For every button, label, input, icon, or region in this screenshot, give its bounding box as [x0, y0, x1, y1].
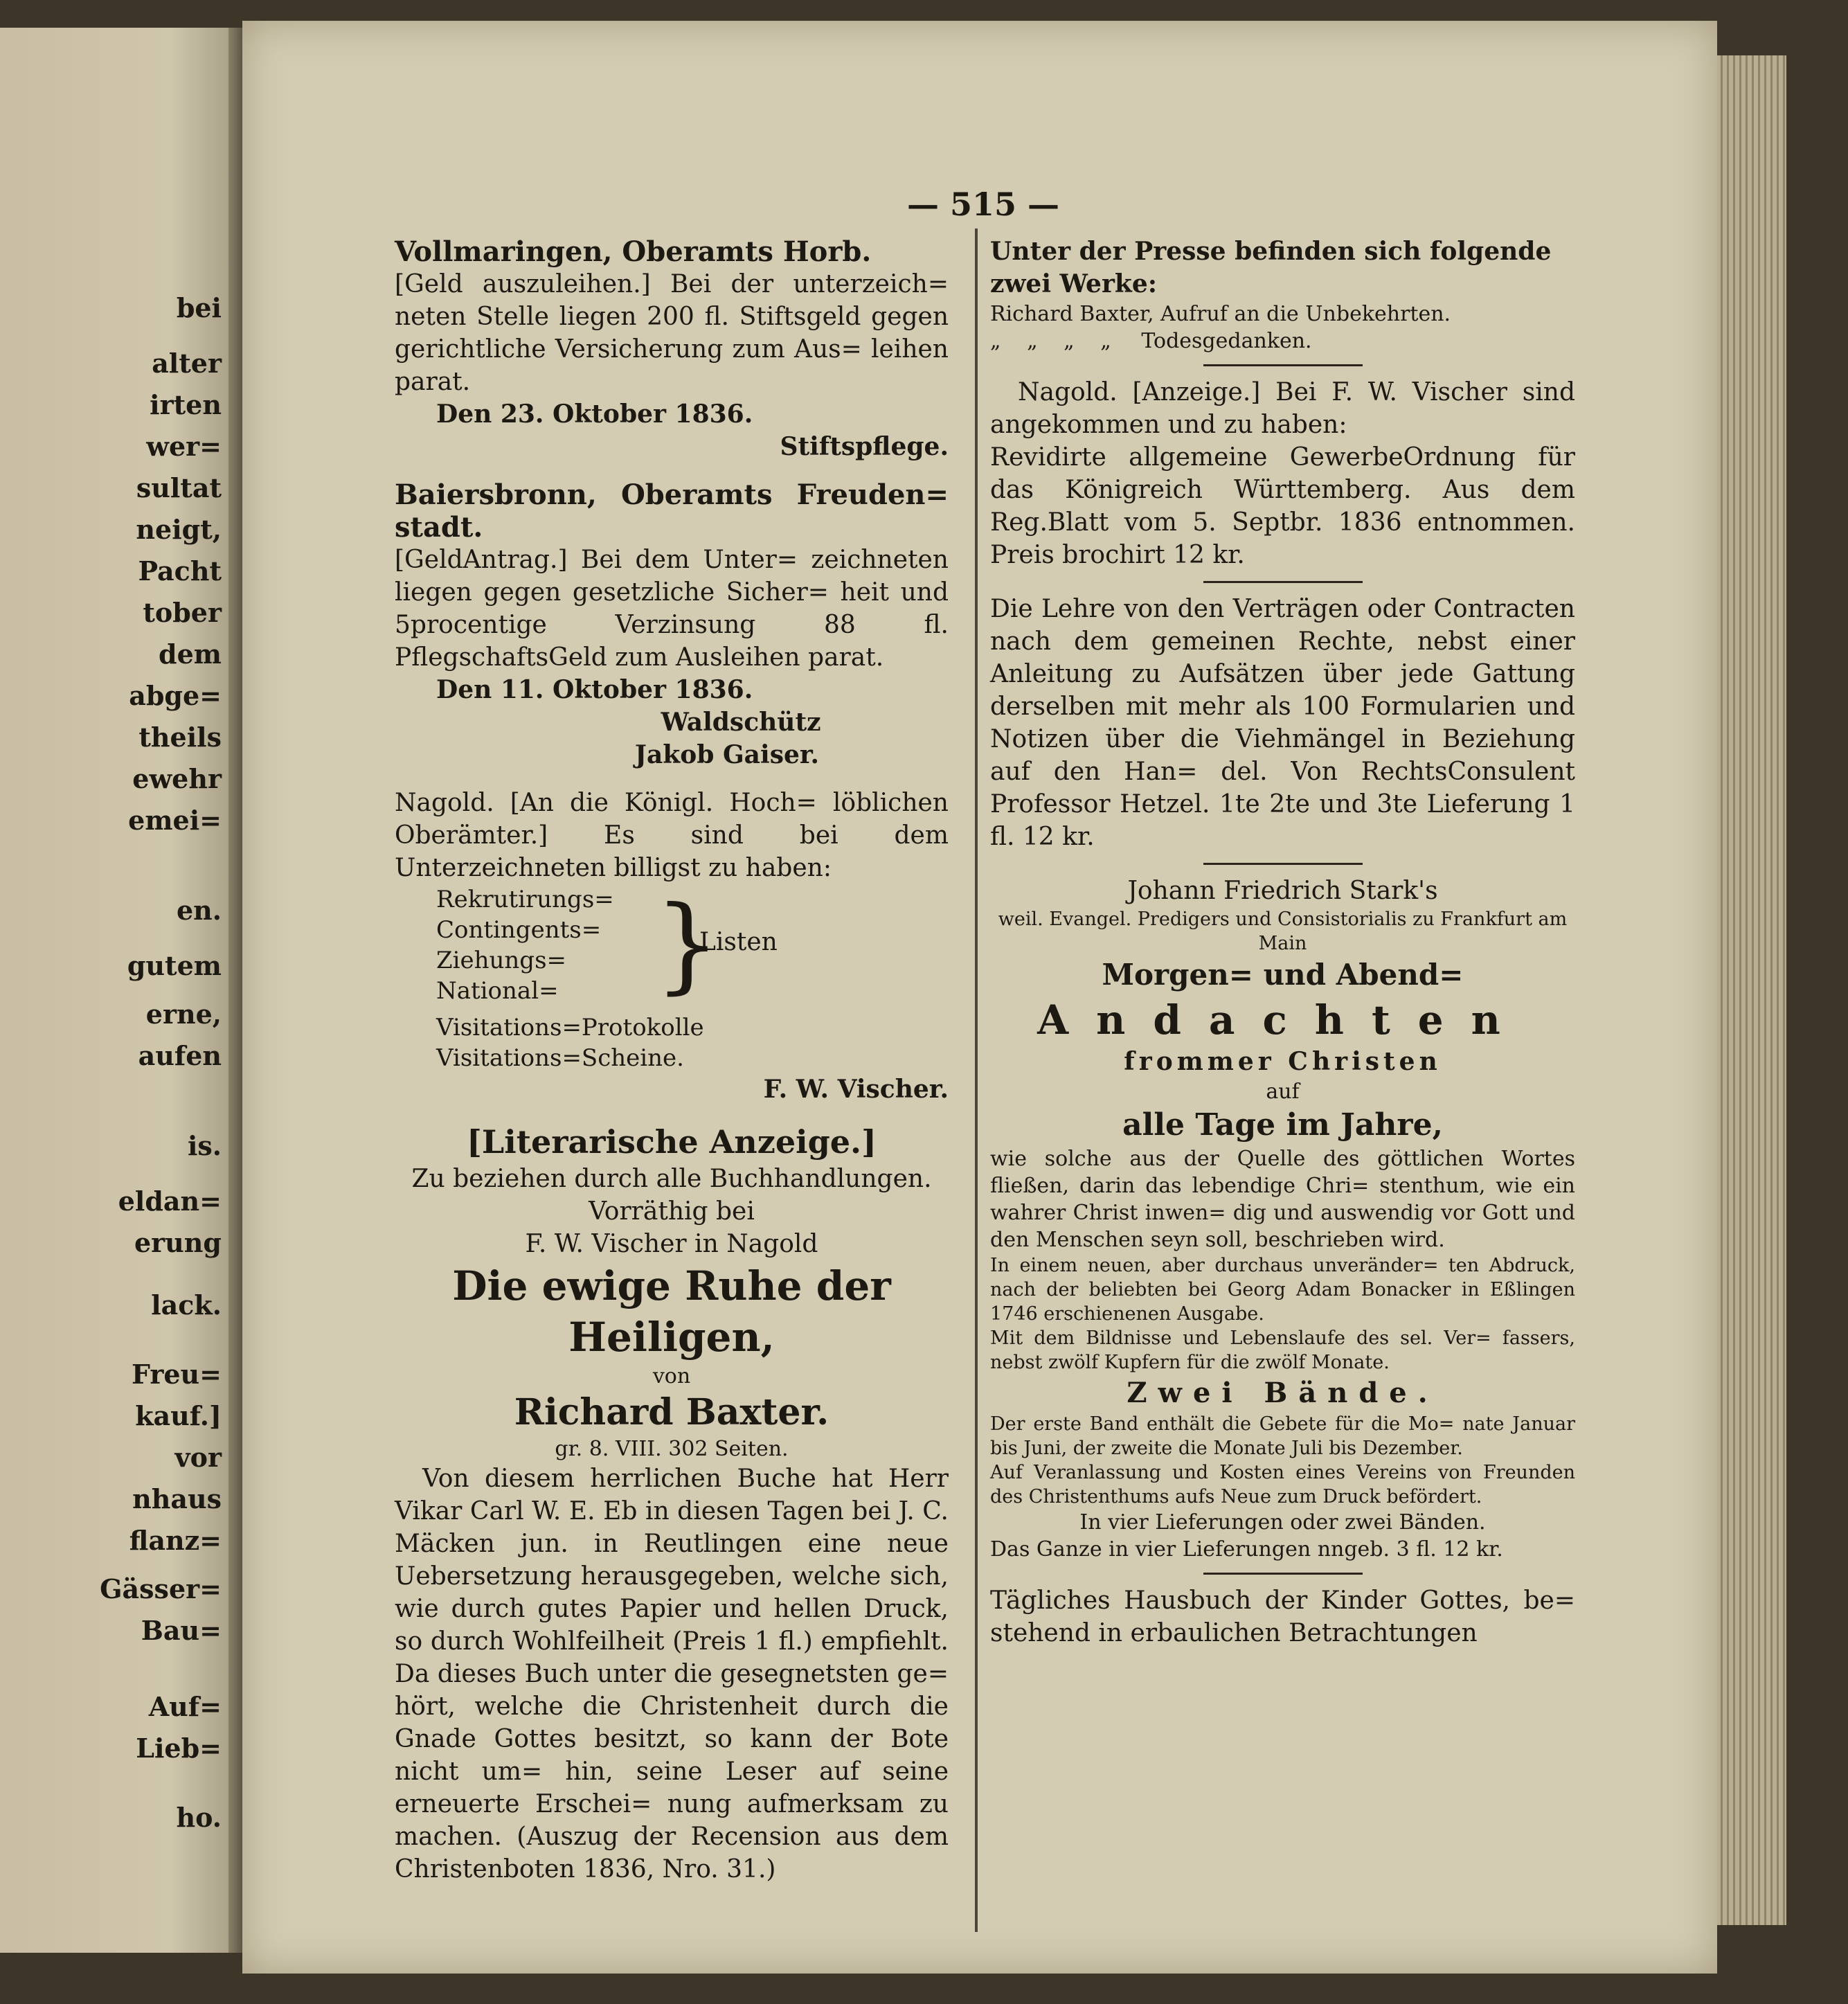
ditto-marks: „ „ „ „ [990, 329, 1121, 353]
prev-page-fragment: aufen [138, 1040, 222, 1071]
divider-rule [1203, 1573, 1363, 1575]
list-item: Rekrutirungs= [436, 886, 614, 913]
notice-literarische-anzeige [395, 1121, 949, 1886]
book-edition: In einem neuen, aber durchaus unveränder= ten Abdruck, nach der beliebten bei Georg Adam Bonacker in Eßlingen 1746 erschienenen Ausgabe. [990, 1255, 1575, 1325]
page-number: — 515 — [906, 186, 1060, 223]
prev-page-fragment: erung [134, 1227, 222, 1258]
book-title: Morgen= und Abend= [1102, 958, 1464, 992]
notice-lehre-vertraegen [990, 593, 1575, 853]
prev-page-fragment: kauf.] [135, 1400, 222, 1431]
book-format: gr. 8. VIII. 302 Seiten. [555, 1437, 789, 1461]
prev-page-fragment: theils [138, 722, 222, 753]
delivery-note: In vier Lieferungen oder zwei Bänden. [1079, 1510, 1486, 1535]
notice-hausbuch [990, 1584, 1575, 1649]
notice-heading: Nagold. [An die Königl. Hoch= löblichen Oberämter.] Es sind bei dem Unterzeichneten billigst zu haben: [395, 789, 949, 882]
divider-rule [1203, 364, 1363, 366]
list-item: Visitations=Scheine. [436, 1044, 684, 1072]
book-title: alle Tage im Jahre, [1122, 1107, 1443, 1143]
notice-line: von [652, 1364, 691, 1388]
left-column [395, 235, 949, 1886]
prev-page-fragment: lack. [151, 1289, 222, 1321]
prev-page-fragment: tober [143, 597, 222, 628]
notice-signature: F. W. Vischer. [763, 1075, 949, 1104]
notice-signature: Waldschütz [661, 708, 821, 737]
book-title: frommer Christen [1124, 1047, 1442, 1076]
divider-rule [1203, 581, 1363, 583]
right-column [990, 235, 1575, 1649]
list-item: Contingents= [436, 916, 602, 944]
prev-page-fragment: Freu= [132, 1359, 222, 1390]
prev-page-fragment: emei= [128, 805, 222, 836]
prev-page-fragment: Lieb= [136, 1733, 222, 1764]
notice-line [990, 328, 1575, 355]
form-list [436, 884, 949, 1012]
publication-note: Auf Veranlassung und Kosten eines Vereins von Freunden des Christenthums aufs Neue zum Druck befördert. [990, 1462, 1575, 1508]
notice-body: Die Lehre von den Verträgen oder Contracten nach dem gemeinen Rechte, nebst einer Anleitung zu Aufsätzen über jede Gattung derselben mit mehr als 100 Formularien und Notizen über die Viehmängel in Beziehung auf den Han= del. Von RechtsConsulent Professor Hetzel. 1te 2te und 3te Lieferung 1 fl. 12 kr. [990, 595, 1575, 851]
prev-page-fragment: nhaus [132, 1483, 222, 1514]
prev-page-fragment: ewehr [132, 763, 222, 794]
notice-heading: [Literarische Anzeige.] [467, 1123, 877, 1161]
notice-line: zwei Werke: [990, 269, 1158, 298]
price-note: Das Ganze in vier Lieferungen nngeb. 3 fl. 12 kr. [990, 1537, 1503, 1562]
notice-signature: Jakob Gaiser. [634, 740, 820, 769]
notice-line: auf [1266, 1080, 1300, 1104]
list-item: Ziehungs= [436, 947, 567, 974]
form-list [436, 1012, 949, 1073]
book-volumes: Zwei Bände. [1127, 1377, 1439, 1409]
column-divider [975, 229, 978, 1932]
prev-page-fragment: vor [174, 1442, 222, 1473]
volume-description: Der erste Band enthält die Gebete für die Mo= nate Januar bis Juni, der zweite die Monate Juli bis Dezember. [990, 1413, 1575, 1459]
prev-page-fragment: alter [152, 348, 222, 379]
prev-page-fragment: is. [187, 1130, 222, 1161]
book-author: Johann Friedrich Stark's [1127, 877, 1438, 905]
prev-page-fragment: neigt, [136, 514, 222, 545]
author-role: weil. Evangel. Predigers und Consistorialis zu Frankfurt am Main [998, 909, 1568, 954]
notice-line: Unter der Presse befinden sich folgende [990, 237, 1552, 266]
prev-page-fragment: wer= [146, 431, 222, 462]
notice-line: Zu beziehen durch alle Buchhandlungen. [411, 1165, 932, 1193]
notice-heading: Baiersbronn, Oberamts Freuden= stadt. [395, 478, 949, 544]
book-portrait: Mit dem Bildnisse und Lebenslaufe des sel. Ver= fassers, nebst zwölf Kupfern für die zwölf Monate. [990, 1327, 1575, 1373]
notice-baiersbronn [395, 478, 949, 771]
notice-body: [Geld auszuleihen.] Bei der unterzeich= neten Stelle liegen 200 fl. Stiftsgeld gegen gerichtliche Versicherung zum Aus= leihen parat. [395, 270, 949, 396]
prev-page-fragment: bei [176, 292, 222, 323]
notice-stark-andachten [990, 875, 1575, 1563]
work-title: Todesgedanken. [1141, 329, 1312, 353]
prev-page-fragment: flanz= [129, 1525, 222, 1556]
notice-body: Revidirte allgemeine GewerbeOrdnung für das Königreich Württemberg. Aus dem Reg.Blatt vom 5. Septbr. 1836 entnommen. Preis brochirt 12 kr. [990, 443, 1575, 569]
list-item: National= [436, 977, 559, 1005]
prev-page-fragment: irten [150, 389, 222, 420]
prev-page-fragment: dem [159, 638, 222, 670]
divider-rule [1203, 863, 1363, 865]
notice-body: Von diesem herrlichen Buche hat Herr Vikar Carl W. E. Eb in diesen Tagen bei J. C. Mäcken jun. in Reutlingen eine neue Uebersetzung herausgegeben, welche sich, wie durch gutes Papier und hellen Druck, so durch Wohlfeilheit (Preis 1 fl.) empfiehlt. Da dieses Buch unter die gesegnetsten ge= hört, welche die Christenheit durch die Gnade Gottes besitzt, so kann der Bote nicht um= hin, seine Leser auf seine erneuerte Erschei= nung aufmerksam zu machen. (Auszug der Recension aus dem Christenboten 1836, Nro. 31.) [395, 1465, 949, 1884]
prev-page-fragment: gutem [127, 950, 222, 981]
previous-page [0, 28, 242, 1953]
prev-page-fragment: ho. [176, 1802, 222, 1833]
prev-page-fragment: eldan= [118, 1186, 222, 1217]
notice-nagold-anzeige [990, 376, 1575, 571]
prev-page-fragment: erne, [145, 999, 222, 1030]
notice-vollmaringen [395, 235, 949, 463]
notice-date: Den 23. Oktober 1836. [436, 400, 753, 429]
notice-line: F. W. Vischer in Nagold [525, 1230, 818, 1258]
page-edges [1710, 55, 1786, 1925]
brace: } [654, 884, 721, 1005]
notice-line: Vorräthig bei [589, 1197, 755, 1226]
prev-page-fragment: Gässer= [100, 1573, 222, 1604]
prev-page-fragment: Auf= [148, 1691, 222, 1722]
notice-heading: Vollmaringen, Oberamts Horb. [395, 235, 872, 268]
notice-nagold-oberaemter [395, 787, 949, 1106]
notice-body: Tägliches Hausbuch der Kinder Gottes, be= stehend in erbaulichen Betrachtungen [990, 1586, 1575, 1647]
brace-label: Listen [699, 928, 778, 956]
notice-heading: Nagold. [Anzeige.] Bei F. W. Vischer sind angekommen und zu haben: [990, 378, 1575, 439]
book-title: Die ewige Ruhe der Heiligen, [452, 1262, 891, 1361]
prev-page-fragment: abge= [129, 680, 222, 711]
prev-page-fragment: en. [176, 895, 222, 926]
prev-page-fragment: sultat [136, 472, 222, 503]
notice-body: [GeldAntrag.] Bei dem Unter= zeichneten liegen gegen gesetzliche Sicher= heit und 5procentige Verzinsung 88 fl. PflegschaftsGeld zum Ausleihen parat. [395, 546, 949, 672]
list-item: Visitations=Protokolle [436, 1014, 704, 1041]
notice-signature: Stiftspflege. [780, 432, 949, 461]
book-description: wie solche aus der Quelle des göttlichen Wortes fließen, darin das lebendige Chri= stenthum, wie ein wahrer Christ inwen= dig und auswendig vor Gott und den Menschen seyn soll, beschrieben wird. [990, 1147, 1575, 1252]
book-author: Richard Baxter. [514, 1391, 829, 1433]
notice-date: Den 11. Oktober 1836. [436, 675, 753, 704]
notice-unter-der-presse [990, 235, 1575, 355]
notice-line: Richard Baxter, Aufruf an die Unbekehrten. [990, 302, 1451, 326]
prev-page-fragment: Pacht [138, 555, 222, 587]
prev-page-fragment: Bau= [141, 1615, 222, 1646]
book-title: Andachten [1037, 996, 1528, 1044]
